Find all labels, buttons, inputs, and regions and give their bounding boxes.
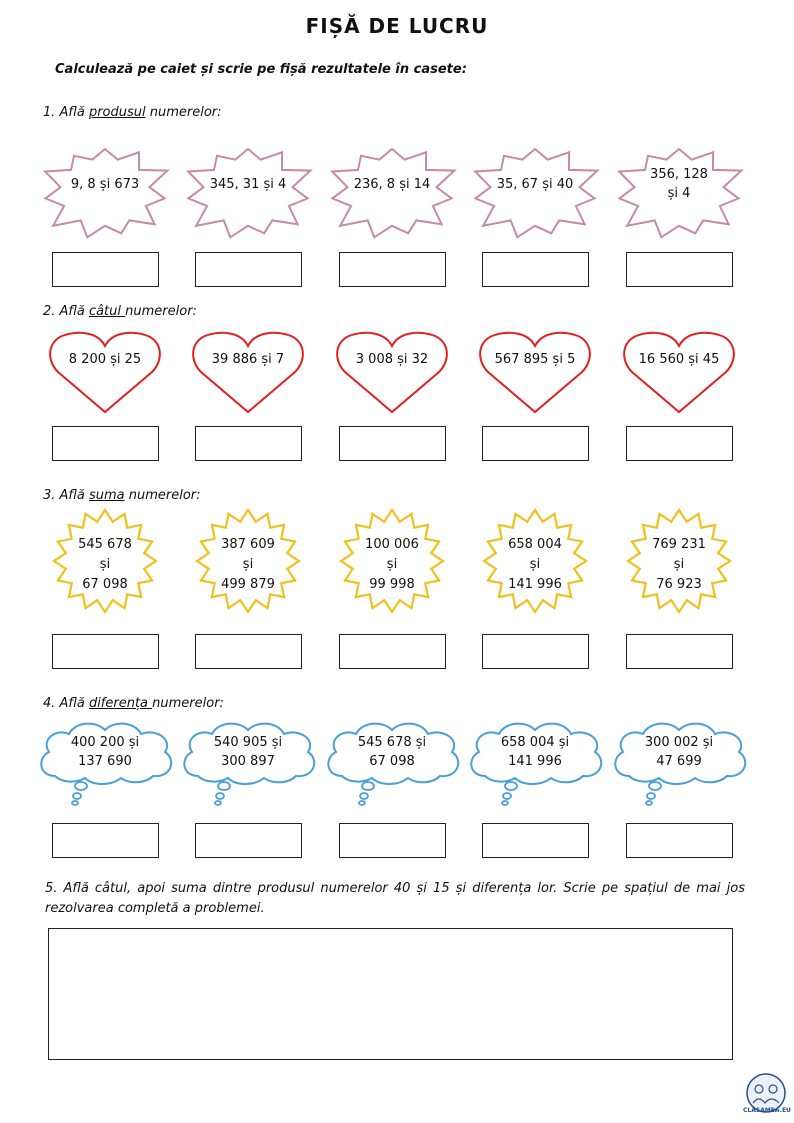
- cloud-4-3: [322, 718, 462, 806]
- number-line: 8 200 și 25: [68, 352, 142, 367]
- number-line: 567 895 și 5: [494, 352, 576, 367]
- number-line: 658 004: [508, 537, 562, 552]
- number-pair: [483, 535, 587, 595]
- number-line: 400 200 și: [70, 735, 140, 750]
- burst-1-4: [465, 135, 605, 245]
- number-line: 300 897: [221, 754, 275, 769]
- logo-text: CLASAMEA.EU: [743, 1107, 791, 1114]
- number-pair: [465, 733, 605, 771]
- cloud-bubble: [75, 782, 87, 790]
- answer-box-2-2[interactable]: [195, 426, 302, 461]
- number-pair: [465, 175, 605, 194]
- cloud-4-1: [35, 718, 175, 806]
- answer-box-2-5[interactable]: [626, 426, 733, 461]
- burst-1-1: [35, 135, 175, 245]
- answer-box-3-5[interactable]: [626, 634, 733, 669]
- site-logo: [743, 1073, 789, 1117]
- answer-box-3-2[interactable]: [195, 634, 302, 669]
- number-line: 387 609: [221, 537, 275, 552]
- number-line: 67 098: [82, 577, 128, 592]
- burst-1-5: [609, 135, 749, 245]
- section-2-label: [43, 304, 197, 319]
- number-line: 3 008 și 32: [355, 352, 429, 367]
- heart-2-2: [191, 330, 306, 415]
- number-line: 545 678 și: [357, 735, 427, 750]
- section-3-suffix: numerelor:: [124, 488, 201, 503]
- number-line: 769 231: [652, 537, 706, 552]
- sun-3-3: [340, 510, 444, 612]
- number-line: 658 004 și: [500, 735, 570, 750]
- heart-2-4: [478, 330, 593, 415]
- cloud-bubble: [646, 801, 652, 805]
- number-pair: [335, 350, 450, 369]
- burst-1-3: [322, 135, 462, 245]
- number-line: 356, 128: [650, 167, 708, 182]
- number-pair: [191, 350, 306, 369]
- answer-box-4-4[interactable]: [482, 823, 589, 858]
- answer-box-4-5[interactable]: [626, 823, 733, 858]
- number-pair: [53, 535, 157, 595]
- sun-3-4: [483, 510, 587, 612]
- number-pair: [609, 733, 749, 771]
- answer-box-1-3[interactable]: [339, 252, 446, 287]
- answer-box-4-2[interactable]: [195, 823, 302, 858]
- section-4-keyword: diferența: [88, 696, 153, 711]
- number-pair: [196, 535, 300, 595]
- heart-2-1: [48, 330, 163, 415]
- section-4-prefix: 4. Află: [43, 696, 89, 711]
- section-4-suffix: numerelor:: [152, 696, 224, 711]
- heart-shape: [480, 333, 590, 412]
- section-4-label: [43, 696, 224, 711]
- cloud-bubble: [362, 782, 374, 790]
- cloud-bubble: [73, 793, 81, 799]
- number-line: 47 699: [656, 754, 702, 769]
- cloud-bubble: [215, 801, 221, 805]
- number-line: 99 998: [369, 577, 415, 592]
- answer-box-1-5[interactable]: [626, 252, 733, 287]
- section-3-prefix: 3. Află: [43, 488, 89, 503]
- number-line: 345, 31 și 4: [209, 177, 287, 192]
- page-title: FIȘĂ DE LUCRU: [305, 14, 489, 38]
- number-line: 16 560 și 45: [638, 352, 720, 367]
- answer-box-1-2[interactable]: [195, 252, 302, 287]
- heart-shape: [50, 333, 160, 412]
- number-line: 100 006: [365, 537, 419, 552]
- number-pair: [178, 733, 318, 771]
- number-pair: [322, 733, 462, 771]
- number-line: 540 905 și: [213, 735, 283, 750]
- cloud-4-4: [465, 718, 605, 806]
- section-3-label: [43, 488, 201, 503]
- cloud-bubble: [359, 801, 365, 805]
- cloud-bubble: [72, 801, 78, 805]
- cloud-bubble: [502, 801, 508, 805]
- answer-box-3-4[interactable]: [482, 634, 589, 669]
- number-line: și 4: [667, 186, 691, 201]
- number-line: 39 886 și 7: [211, 352, 285, 367]
- heart-shape: [337, 333, 447, 412]
- cloud-4-5: [609, 718, 749, 806]
- cloud-bubble: [505, 782, 517, 790]
- problem-statement: 5. Află câtul, apoi suma dintre produsul numerelor 40 și 15 și diferența lor. Scrie pe spațiul de mai jos rezolvarea completă a problemei.: [45, 881, 745, 916]
- section-2-prefix: 2. Află: [43, 304, 89, 319]
- number-pair: [35, 733, 175, 771]
- answer-box-1-4[interactable]: [482, 252, 589, 287]
- cloud-bubble: [360, 793, 368, 799]
- number-line: 9, 8 și 673: [70, 177, 140, 192]
- number-line: 35, 67 și 40: [496, 177, 574, 192]
- section-1-suffix: numerelor:: [145, 105, 222, 120]
- answer-box-4-3[interactable]: [339, 823, 446, 858]
- cloud-bubble: [649, 782, 661, 790]
- solution-area[interactable]: [48, 928, 733, 1060]
- number-pair: [478, 350, 593, 369]
- number-line: 545 678: [78, 537, 132, 552]
- number-line: și: [386, 557, 398, 572]
- number-line: și: [242, 557, 254, 572]
- number-pair: [48, 350, 163, 369]
- number-line: 300 002 și: [644, 735, 714, 750]
- burst-1-2: [178, 135, 318, 245]
- number-pair: [35, 175, 175, 194]
- sun-3-2: [196, 510, 300, 612]
- answer-box-4-1[interactable]: [52, 823, 159, 858]
- answer-box-3-1[interactable]: [52, 634, 159, 669]
- number-line: 141 996: [508, 754, 562, 769]
- number-line: 499 879: [221, 577, 275, 592]
- answer-box-3-3[interactable]: [339, 634, 446, 669]
- section-3-keyword: suma: [88, 488, 125, 503]
- section-1-label: [43, 105, 222, 120]
- sun-3-5: [627, 510, 731, 612]
- number-line: 76 923: [656, 577, 702, 592]
- number-pair: [627, 535, 731, 595]
- number-line: 67 098: [369, 754, 415, 769]
- number-pair: [622, 350, 737, 369]
- heart-shape: [193, 333, 303, 412]
- number-pair: [340, 535, 444, 595]
- cloud-4-2: [178, 718, 318, 806]
- cloud-bubble: [218, 782, 230, 790]
- number-pair: [609, 165, 749, 203]
- cloud-bubble: [216, 793, 224, 799]
- heart-shape: [624, 333, 734, 412]
- number-line: 137 690: [78, 754, 132, 769]
- section-2-keyword: câtul: [88, 304, 126, 319]
- number-line: și: [99, 557, 111, 572]
- section-1-keyword: produsul: [88, 105, 146, 120]
- cloud-bubble: [647, 793, 655, 799]
- answer-box-2-4[interactable]: [482, 426, 589, 461]
- section-2-suffix: numerelor:: [125, 304, 197, 319]
- cloud-bubble: [503, 793, 511, 799]
- instruction: Calculează pe caiet și scrie pe fișă rezultatele în casete:: [55, 62, 467, 77]
- number-line: 236, 8 și 14: [353, 177, 431, 192]
- section-1-prefix: 1. Află: [43, 105, 89, 120]
- answer-box-1-1[interactable]: [52, 252, 159, 287]
- number-line: și: [529, 557, 541, 572]
- answer-box-2-3[interactable]: [339, 426, 446, 461]
- sun-3-1: [53, 510, 157, 612]
- number-pair: [322, 175, 462, 194]
- number-pair: [178, 175, 318, 194]
- number-line: și: [673, 557, 685, 572]
- number-line: 141 996: [508, 577, 562, 592]
- heart-2-5: [622, 330, 737, 415]
- heart-2-3: [335, 330, 450, 415]
- answer-box-2-1[interactable]: [52, 426, 159, 461]
